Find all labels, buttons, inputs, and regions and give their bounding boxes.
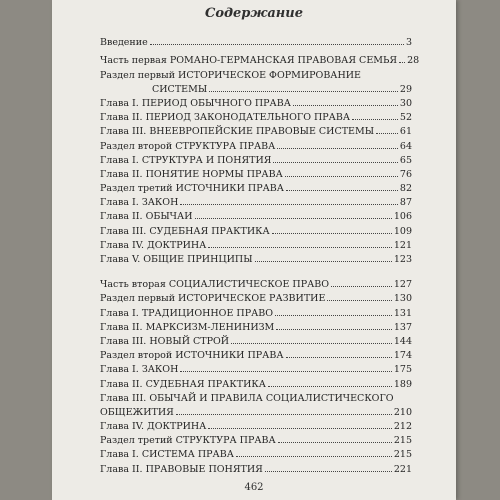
- toc-entry-label: Глава V. ОБЩИЕ ПРИНЦИПЫ: [100, 254, 253, 265]
- toc-entry: [100, 237, 412, 251]
- dot-leader: [293, 105, 398, 106]
- toc-entry-page: 29: [399, 83, 412, 95]
- toc-entry: [100, 304, 412, 318]
- toc-entry-label: Глава II. СУДЕБНАЯ ПРАКТИКА: [100, 378, 266, 390]
- dot-leader: [277, 148, 398, 149]
- toc-entry-page: 215: [393, 449, 412, 461]
- toc-entry-page: 215: [393, 435, 412, 447]
- toc-entry: [100, 446, 412, 460]
- dot-leader: [376, 133, 398, 134]
- toc-entry: [100, 222, 412, 236]
- toc-entry: [100, 290, 412, 304]
- dot-leader: [208, 247, 391, 248]
- toc-entry-label: Глава III. СУДЕБНАЯ ПРАКТИКА: [100, 225, 270, 237]
- toc-entry-page: 131: [393, 307, 412, 319]
- toc-entry-label: ОБЩЕЖИТИЯ: [100, 406, 174, 418]
- toc-entry-page: 127: [393, 279, 412, 291]
- toc-entry-page: 121: [393, 239, 412, 251]
- toc-entry-label: СИСТЕМЫ: [152, 83, 208, 95]
- dot-leader: [285, 176, 398, 177]
- toc-entry: [100, 66, 412, 80]
- toc-entry-page: 210: [393, 406, 412, 418]
- book-page: [52, 0, 456, 500]
- toc-entry: [100, 152, 412, 166]
- dot-leader: [180, 204, 398, 205]
- dot-leader: [255, 261, 392, 262]
- dot-leader: [236, 456, 392, 457]
- toc-entry-page: 212: [393, 421, 412, 433]
- toc-entry-page: 106: [393, 211, 412, 223]
- toc-entry-page: 61: [399, 126, 412, 138]
- toc-entry: [100, 194, 412, 208]
- table-of-contents: [100, 34, 420, 475]
- toc-entry-label: Глава III. ОБЫЧАЙ И ПРАВИЛА СОЦИАЛИСТИЧЕСКОГО: [100, 392, 394, 404]
- dot-leader: [231, 343, 392, 344]
- dot-leader: [273, 162, 397, 163]
- toc-entry-label: Часть вторая СОЦИАЛИСТИЧЕСКОЕ ПРАВО: [100, 279, 330, 291]
- toc-entry-page: 64: [399, 140, 412, 152]
- toc-entry-page: 82: [399, 183, 412, 195]
- toc-entry-label: Глава II. ПЕРИОД ЗАКОНОДАТЕЛЬНОГО ПРАВА: [100, 112, 351, 124]
- toc-entry-page: 189: [393, 378, 412, 390]
- toc-entry-label: Раздел третий ИСТОЧНИКИ ПРАВА: [100, 183, 284, 195]
- dot-leader: [399, 62, 405, 63]
- dot-leader: [180, 371, 392, 372]
- toc-entry: [100, 251, 412, 265]
- toc-entry-label: Раздел второй СТРУКТУРА ПРАВА: [100, 140, 276, 152]
- dot-leader: [286, 357, 392, 358]
- toc-entry: [100, 390, 412, 404]
- toc-entry-label: Глава III. ВНЕЕВРОПЕЙСКИЕ ПРАВОВЫЕ СИСТЕМЫ: [100, 126, 375, 138]
- toc-entry: [100, 375, 412, 389]
- dot-leader: [209, 91, 398, 92]
- toc-entry-page: 174: [393, 350, 412, 362]
- toc-entry-label: Глава IV. ДОКТРИНА: [100, 421, 207, 433]
- toc-entry: [100, 460, 412, 474]
- toc-entry-page: 65: [399, 154, 412, 166]
- toc-entry: [100, 180, 412, 194]
- toc-entry-label: Глава II. ПРАВОВЫЕ ПОНЯТИЯ: [100, 463, 263, 475]
- page-title: Содержание: [204, 6, 303, 21]
- toc-entry-label: Раздел первый ИСТОРИЧЕСКОЕ ФОРМИРОВАНИЕ: [100, 69, 361, 81]
- dot-leader: [278, 442, 392, 443]
- toc-entry-page: 175: [393, 364, 412, 376]
- toc-entry-label: Глава I. ЗАКОН: [100, 197, 179, 209]
- toc-entry-label: Глава II. МАРКСИЗМ-ЛЕНИНИЗМ: [100, 321, 275, 333]
- toc-entry-page: 144: [393, 335, 412, 347]
- dot-leader: [265, 471, 392, 472]
- dot-leader: [327, 300, 391, 301]
- toc-entry: [100, 361, 412, 375]
- toc-entry-label: Часть первая РОМАНО-ГЕРМАНСКАЯ ПРАВОВАЯ СЕМЬЯ: [100, 55, 398, 67]
- toc-entry: [100, 52, 420, 67]
- dot-leader: [150, 44, 404, 45]
- toc-entry-page: 52: [399, 112, 412, 124]
- toc-entry: [100, 432, 412, 446]
- toc-entry-label: Глава I. ТРАДИЦИОННОЕ ПРАВО: [100, 307, 274, 319]
- toc-entry-label: Раздел первый ИСТОРИЧЕСКОЕ РАЗВИТИЕ: [100, 293, 326, 305]
- dot-leader: [268, 386, 392, 387]
- dot-leader: [286, 190, 398, 191]
- toc-entry-label: Глава I. СИСТЕМА ПРАВА: [100, 449, 234, 461]
- toc-entry: [100, 276, 412, 290]
- toc-entry: [100, 166, 412, 180]
- toc-entry: [100, 347, 412, 361]
- dot-leader: [275, 315, 392, 316]
- toc-entry-label: Глава I. ЗАКОН: [100, 364, 179, 376]
- toc-entry: [100, 34, 412, 48]
- toc-entry-page: 109: [393, 225, 412, 237]
- toc-entry: [100, 333, 412, 347]
- toc-entry-page: 76: [399, 168, 412, 180]
- dot-leader: [195, 218, 392, 219]
- toc-entry-label: Раздел второй ИСТОЧНИКИ ПРАВА: [100, 350, 284, 362]
- toc-entry-label: Глава II. ОБЫЧАИ: [100, 211, 193, 223]
- dot-leader: [331, 286, 392, 287]
- toc-entry: [100, 123, 412, 137]
- toc-entry-page: 221: [393, 463, 412, 475]
- toc-entry-page: 30: [399, 97, 412, 109]
- dot-leader: [176, 414, 392, 415]
- toc-entry-label: Глава I. ПЕРИОД ОБЫЧНОГО ПРАВА: [100, 97, 291, 109]
- toc-entry-label: Глава I. СТРУКТУРА И ПОНЯТИЯ: [100, 154, 272, 166]
- toc-entry: [100, 137, 412, 151]
- dot-leader: [208, 428, 391, 429]
- toc-entry-label: Глава IV. ДОКТРИНА: [100, 239, 207, 251]
- dot-leader: [272, 233, 392, 234]
- dot-leader: [352, 119, 398, 120]
- page-number: 462: [244, 482, 264, 493]
- toc-entry-page: 87: [399, 197, 412, 209]
- toc-entry: [100, 109, 412, 123]
- toc-entry: [100, 404, 412, 418]
- toc-entry-page: 130: [393, 293, 412, 305]
- toc-entry-page: 123: [393, 254, 412, 265]
- toc-entry: [100, 418, 412, 432]
- toc-entry: [100, 319, 412, 333]
- dot-leader: [276, 329, 392, 330]
- toc-entry-page: 3: [405, 37, 412, 49]
- toc-entry-label: Раздел третий СТРУКТУРА ПРАВА: [100, 435, 276, 447]
- toc-entry-page: 28: [407, 55, 420, 67]
- toc-entry: [100, 95, 412, 109]
- toc-entry-label: Глава III. НОВЫЙ СТРОЙ: [100, 335, 230, 347]
- toc-entry-page: 137: [393, 321, 412, 333]
- toc-entry: [100, 208, 412, 222]
- toc-entry-label: Глава II. ПОНЯТИЕ НОРМЫ ПРАВА: [100, 168, 283, 180]
- toc-entry: [100, 81, 412, 95]
- toc-entry-label: Введение: [100, 37, 148, 49]
